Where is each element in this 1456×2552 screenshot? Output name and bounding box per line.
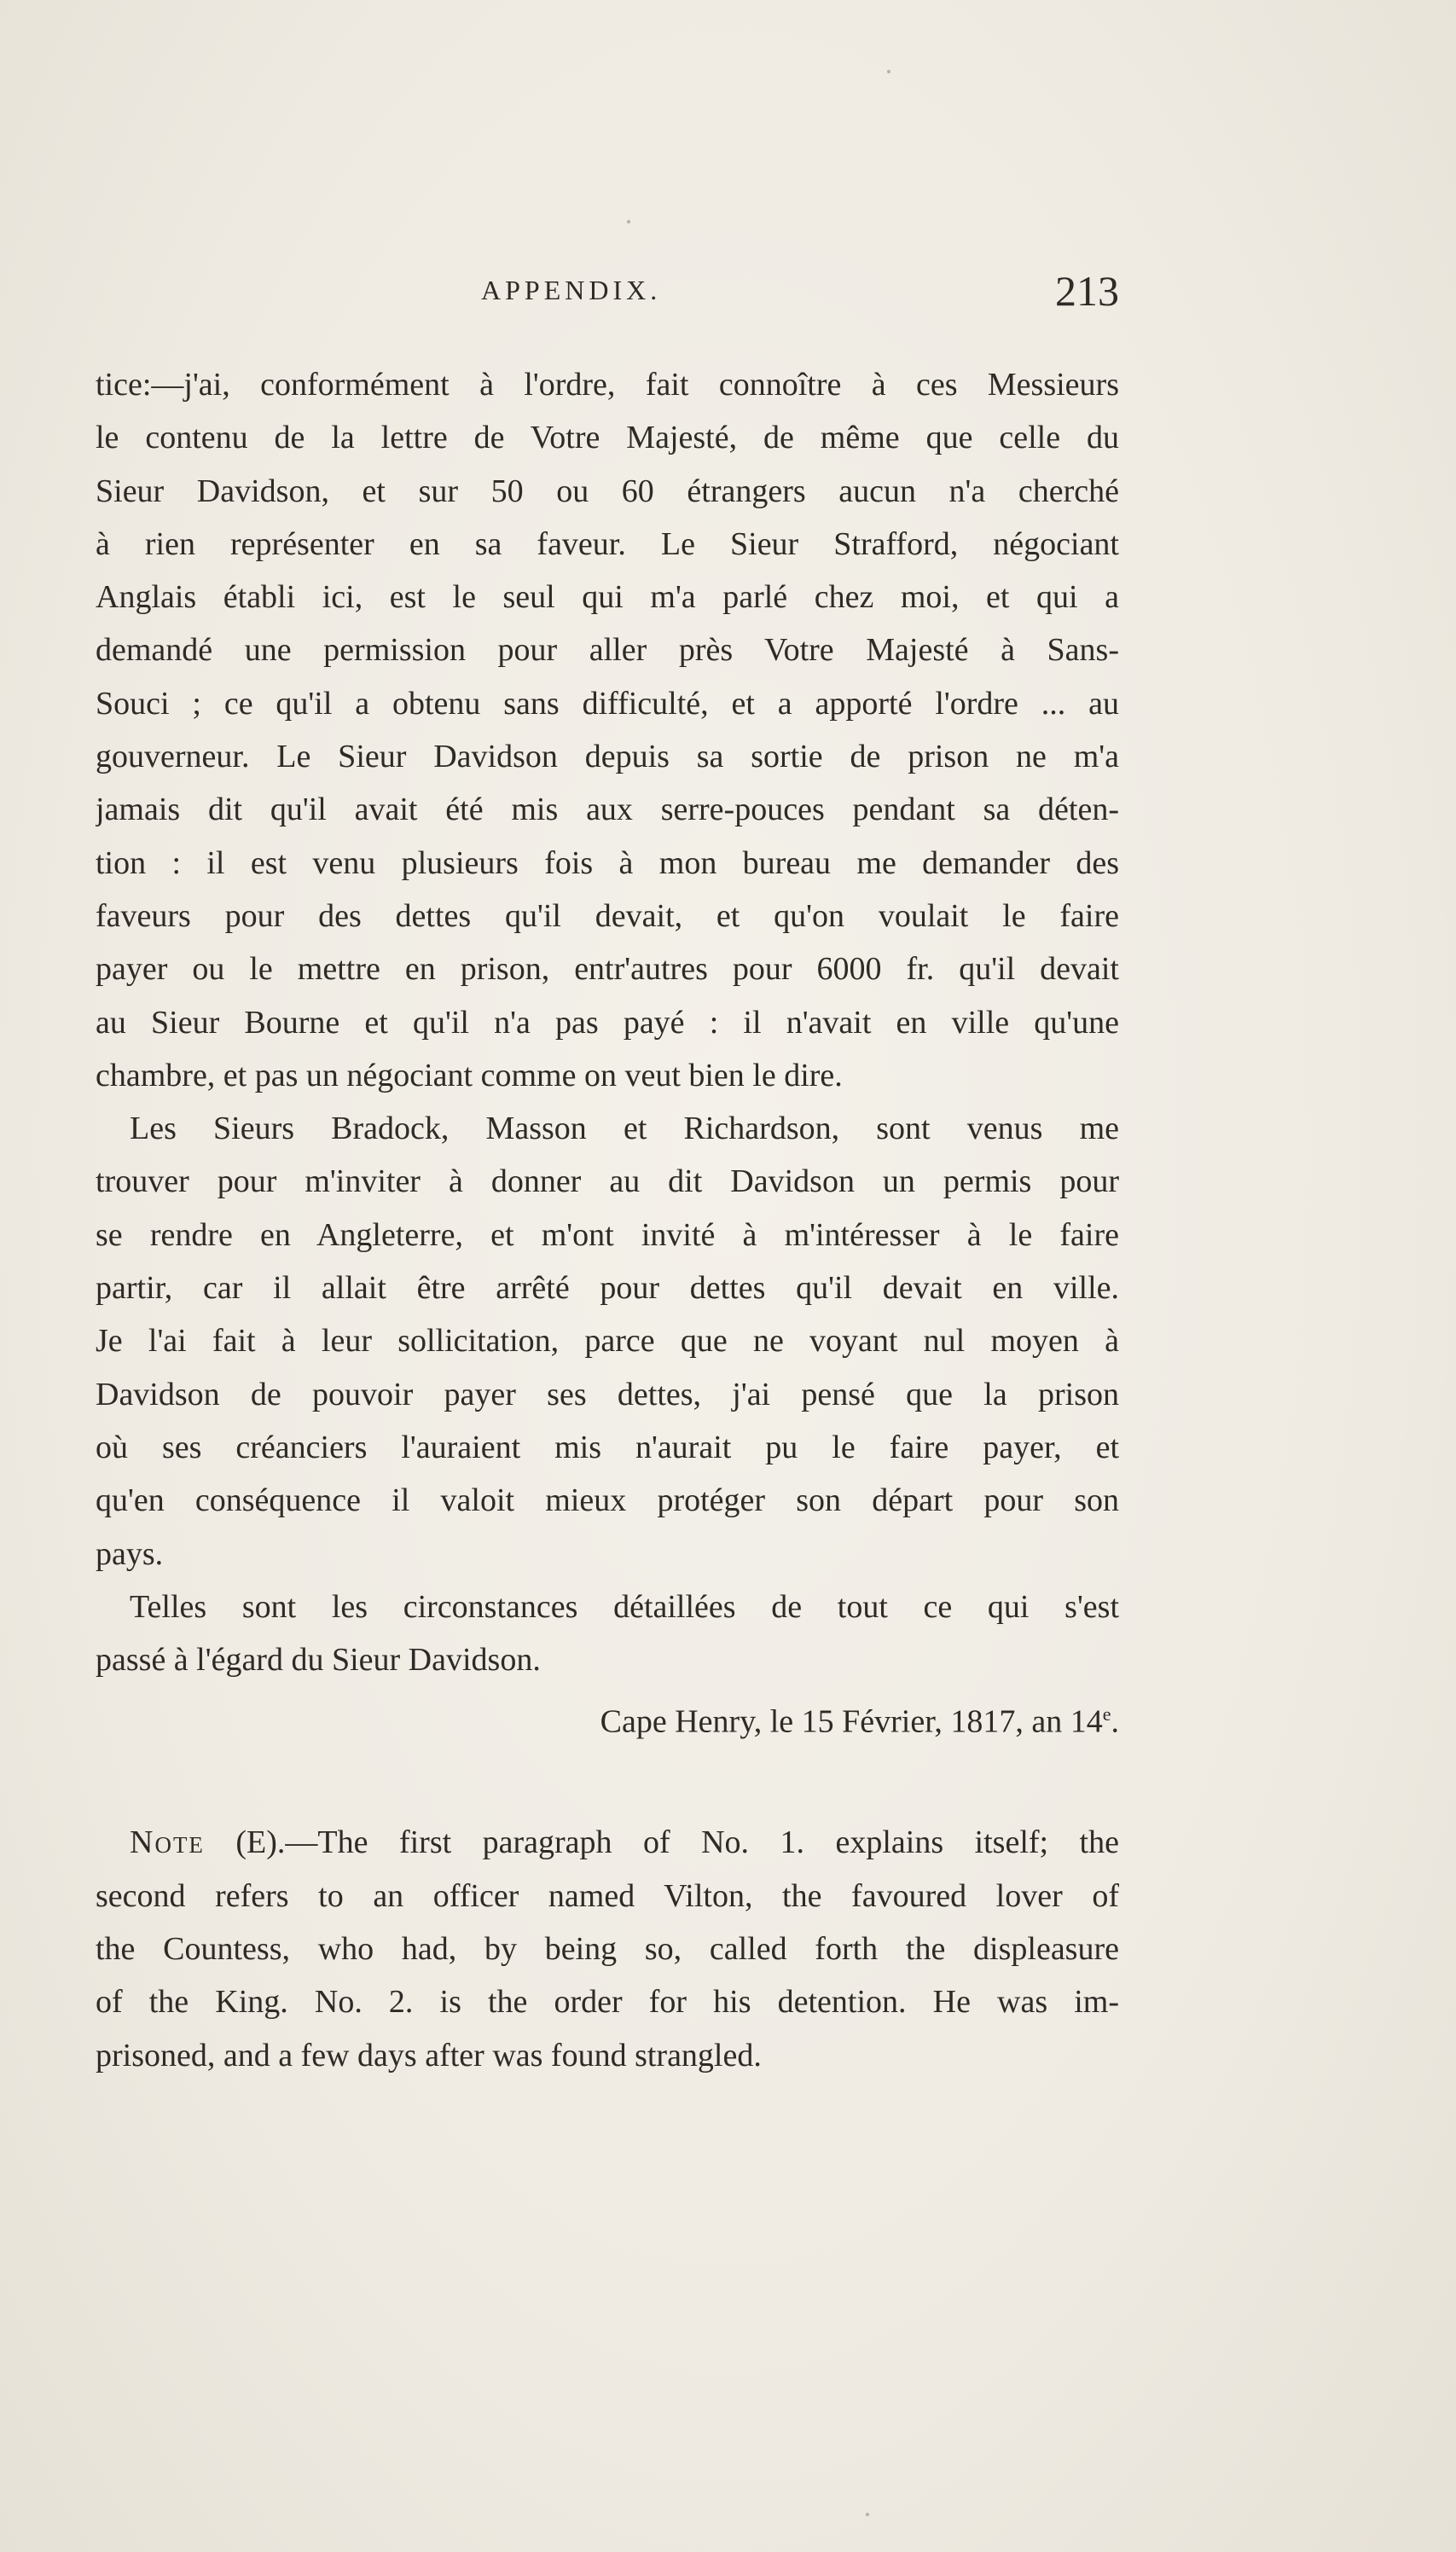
text-line: au Sieur Bourne et qu'il n'a pas payé : il n'avait en ville qu'une bbox=[96, 1004, 1119, 1041]
text-line: se rendre en Angleterre, et m'ont invité à m'intéresser à le faire bbox=[96, 1216, 1119, 1253]
running-head: APPENDIX. bbox=[481, 275, 662, 305]
text-line: the Countess, who had, by being so, called forth the displeasure bbox=[96, 1931, 1119, 1968]
note-label-suffix: (E). bbox=[204, 1824, 286, 1861]
signature-end: . bbox=[1111, 1704, 1119, 1741]
note-line-text: —The first paragraph of No. 1. explains itself; the bbox=[285, 1824, 1119, 1861]
text-line: à rien représenter en sa faveur. Le Sieur Strafford, négociant bbox=[96, 525, 1119, 562]
text-line: Je l'ai fait à leur sollicitation, parce que ne voyant nul moyen à bbox=[96, 1323, 1119, 1360]
text-line: demandé une permission pour aller près Votre Majesté à Sans- bbox=[96, 632, 1119, 669]
text-line: trouver pour m'inviter à donner au dit Davidson un permis pour bbox=[96, 1163, 1119, 1200]
text-line: Telles sont les circonstances détaillées de tout ce qui s'est bbox=[130, 1588, 1119, 1625]
text-line: faveurs pour des dettes qu'il devait, et qu'on voulait le faire bbox=[96, 897, 1119, 934]
text-line bbox=[96, 1816, 1119, 1869]
section-gap bbox=[96, 1743, 1119, 1816]
text-line: Davidson de pouvoir payer ses dettes, j'ai pensé que la prison bbox=[96, 1376, 1119, 1412]
paper-speck bbox=[866, 2513, 869, 2516]
page-number: 213 bbox=[1055, 267, 1119, 315]
text-line: tice:—j'ai, conformément à l'ordre, fait connoître à ces Messieurs bbox=[96, 367, 1119, 403]
paper-speck bbox=[887, 70, 890, 73]
letter-text bbox=[96, 358, 1119, 1686]
text-line: chambre, et pas un négociant comme on veut bien le dire. bbox=[96, 1057, 843, 1093]
letter-signature bbox=[96, 1686, 1119, 1743]
text-line: Les Sieurs Bradock, Masson et Richardson, sont venus me bbox=[130, 1111, 1119, 1147]
text-line: of the King. No. 2. is the order for his detention. He was im- bbox=[96, 1984, 1119, 2021]
text-line: tion : il est venu plusieurs fois à mon bureau me demander des bbox=[96, 844, 1119, 881]
note-e bbox=[96, 1816, 1119, 2081]
text-line: Souci ; ce qu'il a obtenu sans difficulté, et a apporté l'ordre ... au bbox=[96, 685, 1119, 722]
text-line: passé à l'égard du Sieur Davidson. bbox=[96, 1642, 541, 1679]
text-line: gouverneur. Le Sieur Davidson depuis sa sortie de prison ne m'a bbox=[96, 739, 1119, 775]
page-header bbox=[96, 266, 1119, 317]
signature-superscript: e bbox=[1102, 1703, 1111, 1726]
text-line: Anglais établi ici, est le seul qui m'a parlé chez moi, et qui a bbox=[96, 579, 1119, 616]
text-line: Sieur Davidson, et sur 50 ou 60 étrangers aucun n'a cherché bbox=[96, 473, 1119, 509]
text-line: pays. bbox=[96, 1535, 164, 1572]
page-text bbox=[96, 358, 1119, 2082]
text-line: qu'en conséquence il valoit mieux protéger son départ pour son bbox=[96, 1482, 1119, 1519]
text-line: le contenu de la lettre de Votre Majesté, de même que celle du bbox=[96, 420, 1119, 456]
note-label: Note bbox=[130, 1824, 205, 1861]
text-line: où ses créanciers l'auraient mis n'aurait pu le faire payer, et bbox=[96, 1429, 1119, 1465]
text-line: prisoned, and a few days after was found strangled. bbox=[96, 2037, 762, 2074]
text-line: jamais dit qu'il avait été mis aux serre-pouces pendant sa déten- bbox=[96, 792, 1119, 828]
text-line: payer ou le mettre en prison, entr'autres pour 6000 fr. qu'il devait bbox=[96, 951, 1119, 988]
signature-text: Cape Henry, le 15 Février, 1817, an 14 bbox=[600, 1704, 1103, 1741]
text-line: partir, car il allait être arrêté pour dettes qu'il devait en ville. bbox=[96, 1270, 1119, 1307]
text-line: second refers to an officer named Vilton, the favoured lover of bbox=[96, 1877, 1119, 1914]
paper-speck bbox=[627, 220, 630, 223]
